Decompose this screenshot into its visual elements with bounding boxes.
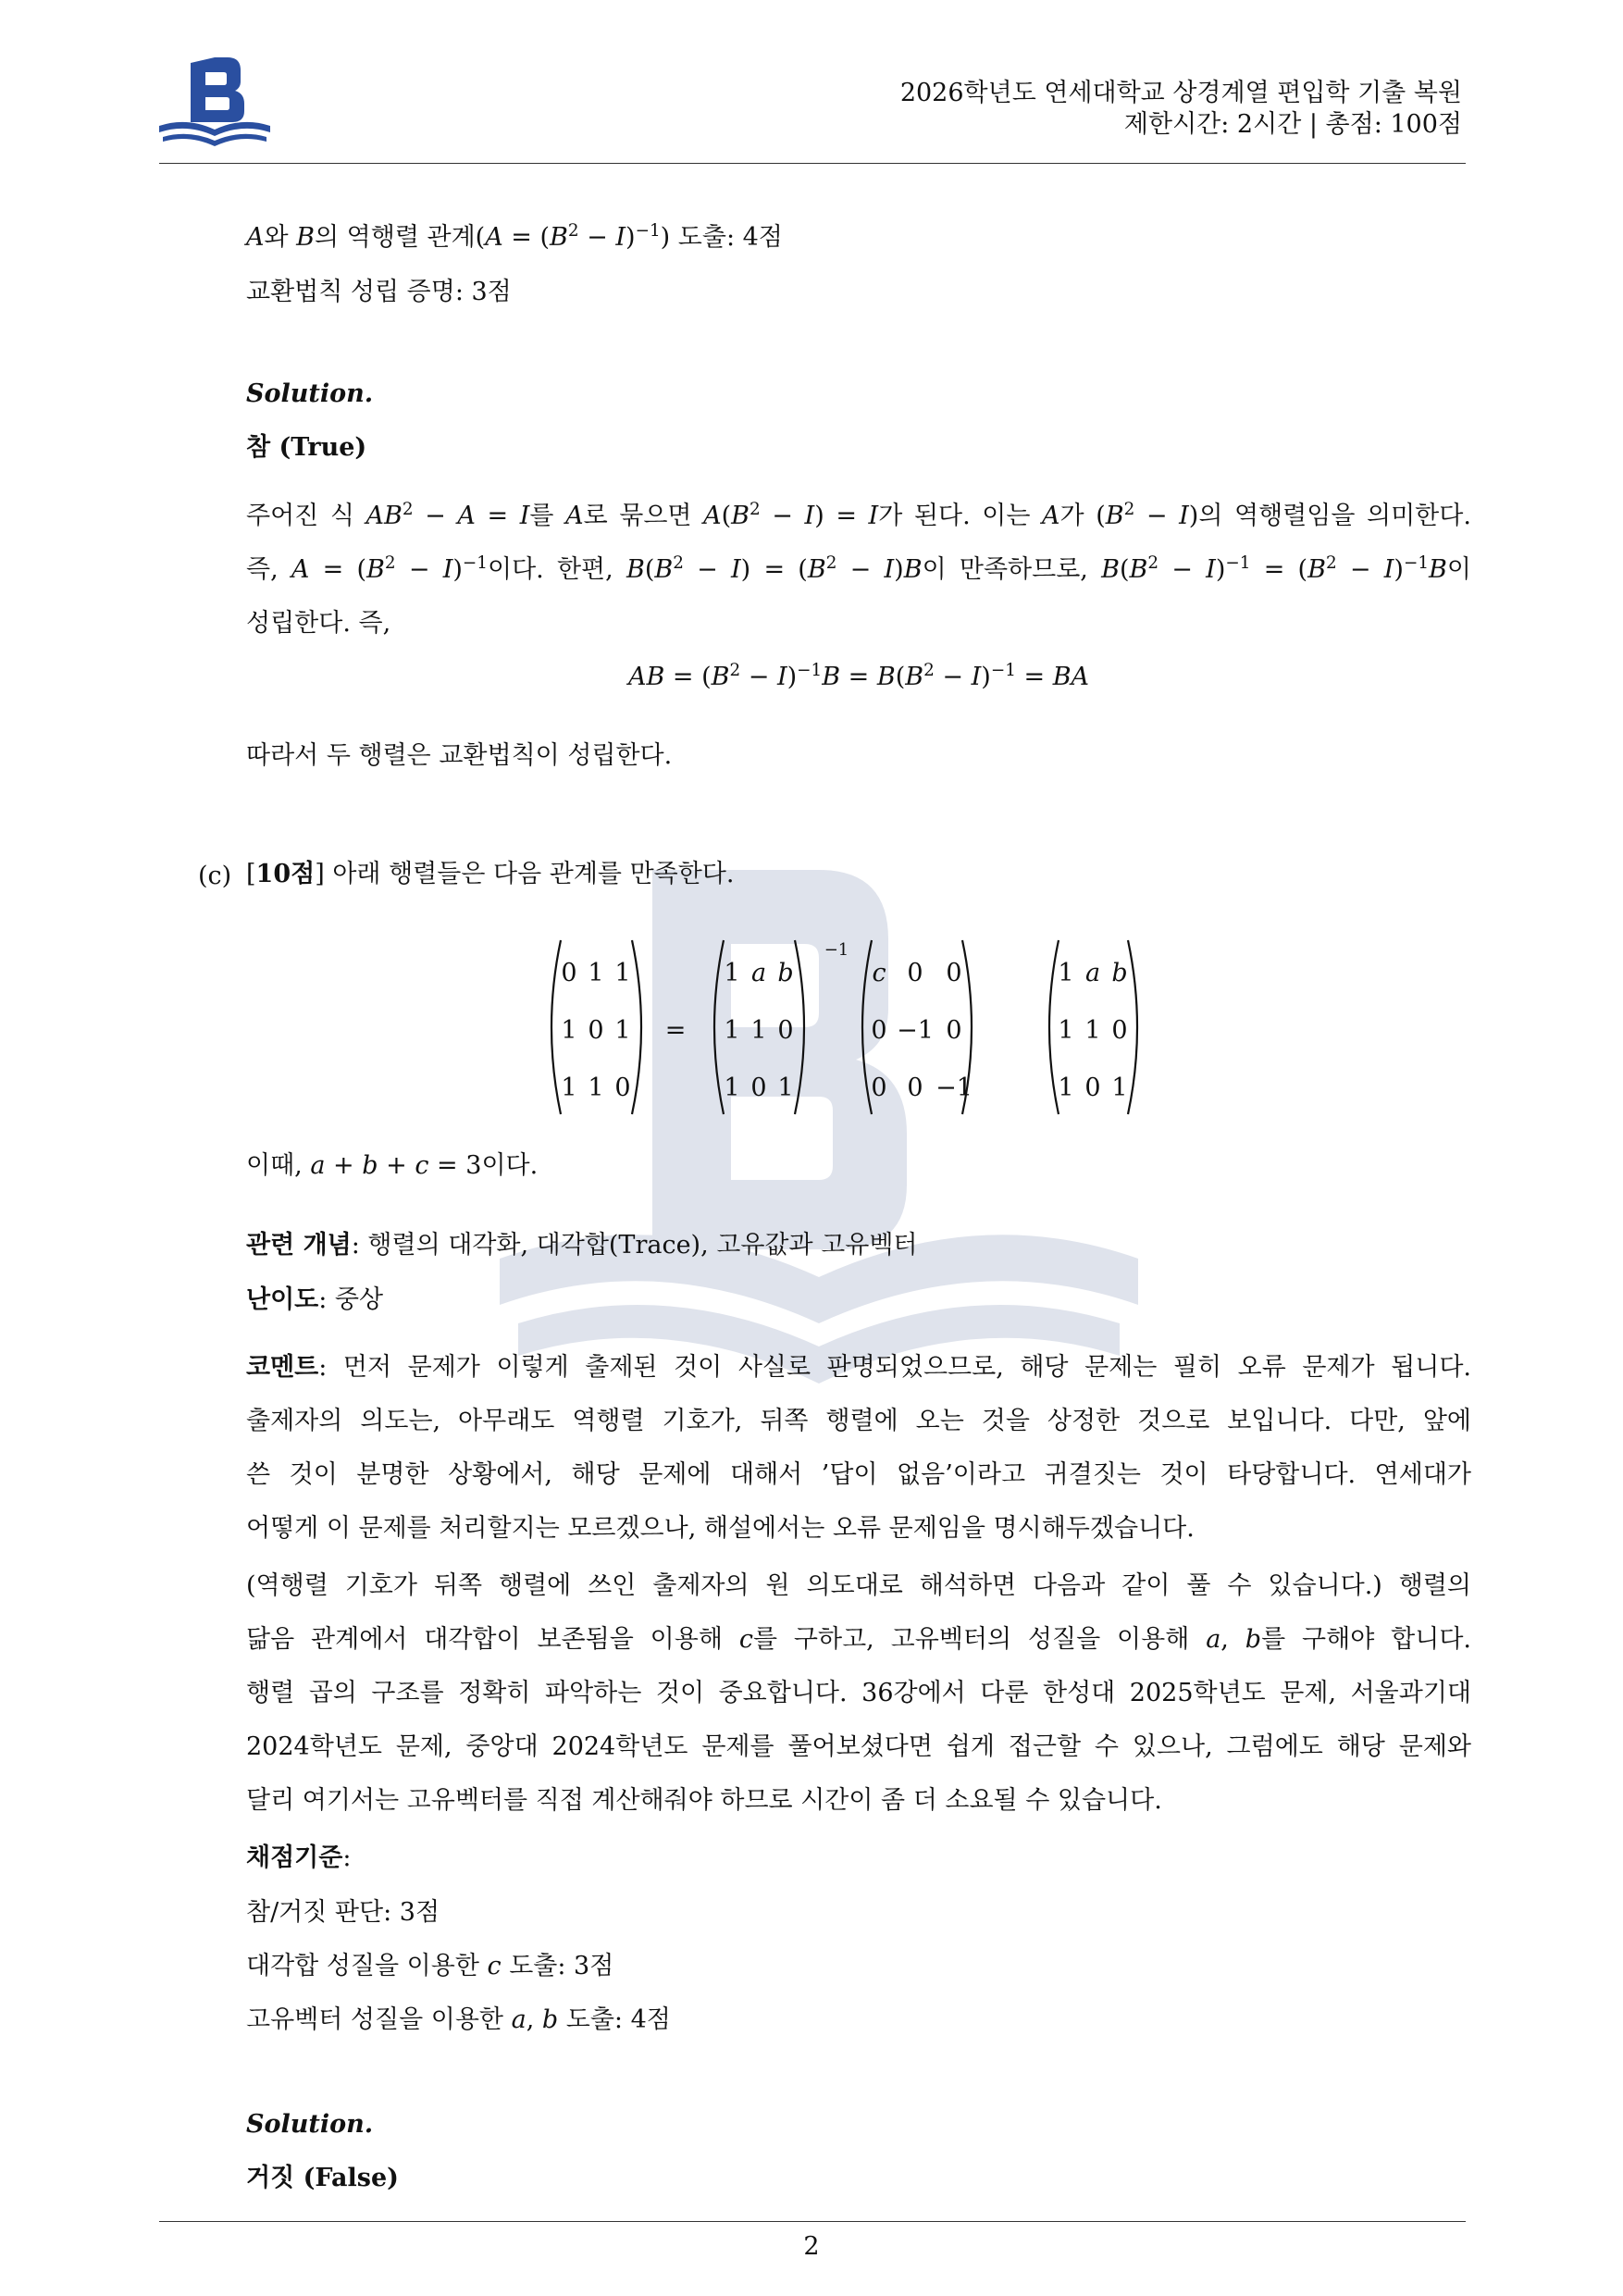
matrix-entry: −1 <box>897 1016 934 1045</box>
criteria-item: 참/거짓 판단: 3점 <box>246 1898 440 1927</box>
solution-verdict: 거짓 (False) <box>246 2164 399 2192</box>
matrix-entry: 1 <box>561 1074 577 1102</box>
matrix-entry: 1 <box>724 1074 740 1102</box>
equals-sign: = <box>664 1016 687 1045</box>
solution-paragraph-line: 즉, $A = (B^2 - I)^{-1}$이다. 한편, $B(B^2 - I) = (B^2 - I)B$이 만족하므로, $B(B^2 - I)^{-1} = (B^2 - I)^{-1}B$이 <box>246 552 1471 584</box>
footer-divider <box>159 2221 1466 2222</box>
matrix-1 <box>551 940 641 1114</box>
inverse-exponent: −1 <box>824 940 849 960</box>
matrix-entry: 1 <box>1084 1016 1101 1045</box>
matrix-right-bracket <box>795 940 804 1114</box>
comment-line: (역행렬 기호가 뒤쪽 행렬에 쓰인 출제자의 원 의도대로 해석하면 다음과 같이 풀 수 있습니다.) 행렬의 <box>246 1571 1471 1600</box>
matrix-entry: 0 <box>588 1016 604 1045</box>
matrix-entry: 0 <box>871 1016 887 1045</box>
matrix-entry: 0 <box>946 1016 962 1045</box>
matrix-entry: 0 <box>1111 1016 1128 1045</box>
grading-criteria-label: 채점기준: <box>246 1843 352 1872</box>
solution-paragraph-line: 주어진 식 $AB^2 - A = I$를 A로 묶으면 $A(B^2 - I) = I$가 된다. 이는 A가 $(B^2 - I)$의 역행렬임을 의미한다. <box>246 499 1471 530</box>
matrix-entry: 0 <box>907 959 923 987</box>
matrix-entry: a <box>750 959 767 987</box>
matrix-left-bracket <box>551 940 561 1114</box>
matrix-entry: 1 <box>614 1016 631 1045</box>
comment-line: 코멘트: 먼저 문제가 이렇게 출제된 것이 사실로 판명되었으므로, 해당 문제는 필히 오류 문제가 됩니다. <box>246 1353 1471 1382</box>
criteria-item: 고유벡터 성질을 이용한 a, b 도출: 4점 <box>246 2005 671 2034</box>
matrix-entry: 0 <box>561 959 577 987</box>
part-label: (c) <box>198 862 232 890</box>
criteria-item: 대각합 성질을 이용한 c 도출: 3점 <box>246 1952 614 1980</box>
comment-line: 출제자의 의도는, 아무래도 역행렬 기호가, 뒤쪽 행렬에 오는 것을 상정한 것으로 보입니다. 다만, 앞에 <box>246 1407 1471 1435</box>
matrix-2 <box>714 940 804 1114</box>
solution-paragraph-line: 성립한다. 즉, <box>246 609 391 638</box>
comment-line: 2024학년도 문제, 중앙대 2024학년도 문제를 풀어보셨다면 쉽게 접근할 수 있으나, 그럼에도 해당 문제와 <box>246 1732 1471 1761</box>
related-concepts: 관련 개념: 행렬의 대각화, 대각합(Trace), 고유값과 고유벡터 <box>246 1231 918 1260</box>
matrix-entry: 0 <box>907 1074 923 1102</box>
matrix-3 <box>862 940 973 1114</box>
comment-line: 어떻게 이 문제를 처리할지는 모르겠으나, 해설에서는 오류 문제임을 명시해두겠습니다. <box>246 1514 1195 1543</box>
matrix-entry: c <box>872 959 886 987</box>
condition-statement: 이때, a + b + c = 3이다. <box>246 1151 539 1180</box>
comment-line: 달리 여기서는 고유벡터를 직접 계산해줘야 하므로 시간이 좀 더 소요될 수 있습니다. <box>246 1786 1162 1815</box>
book-b-logo-icon <box>159 57 270 150</box>
matrix-entry: 1 <box>1058 1016 1074 1045</box>
header-divider <box>159 163 1466 164</box>
matrix-entry: 1 <box>1058 1074 1074 1102</box>
matrix-4 <box>1049 940 1137 1114</box>
matrix-entry: 1 <box>724 1016 740 1045</box>
matrix-entry: 0 <box>1084 1074 1101 1102</box>
matrix-right-bracket <box>1128 940 1137 1114</box>
matrix-entry: 1 <box>724 959 740 987</box>
matrix-entry: 1 <box>777 1074 794 1102</box>
document-title: 2026학년도 연세대학교 상경계열 편입학 기출 복원 <box>899 79 1462 107</box>
solution-verdict: 참 (True) <box>246 433 367 462</box>
comment-line: 쓴 것이 분명한 상황에서, 해당 문제에 대해서 ’답이 없음’이라고 귀결짓는 것이 타당합니다. 연세대가 <box>246 1460 1471 1489</box>
criteria-item: 교환법칙 성립 증명: 3점 <box>246 278 512 306</box>
matrix-entry: 1 <box>561 1016 577 1045</box>
criteria-item: A와 B의 역행렬 관계$(A = (B^2 - I)^{-1})$ 도출: 4점 <box>246 220 783 252</box>
solution-label: Solution. <box>246 2110 374 2139</box>
solution-label: Solution. <box>246 379 374 408</box>
matrix-entry: 1 <box>614 959 631 987</box>
matrix-entry: 1 <box>750 1016 767 1045</box>
matrix-entry: 0 <box>946 959 962 987</box>
solution-conclusion: 따라서 두 행렬은 교환법칙이 성립한다. <box>246 741 673 770</box>
matrix-equation <box>537 935 1166 1120</box>
matrix-entry: 0 <box>871 1074 887 1102</box>
part-statement: [10점] 아래 행렬들은 다음 관계를 만족한다. <box>246 860 735 888</box>
comment-line: 행렬 곱의 구조를 정확히 파악하는 것이 중요합니다. 36강에서 다룬 한성대 2025학년도 문제, 서울과기대 <box>246 1679 1471 1707</box>
matrix-entry: a <box>1084 959 1101 987</box>
page-number: 2 <box>803 2232 820 2261</box>
comment-line: 닮음 관계에서 대각합이 보존됨을 이용해 c를 구하고, 고유벡터의 성질을 이용해 a, b를 구해야 합니다. <box>246 1625 1471 1654</box>
matrix-entry: 1 <box>1058 959 1074 987</box>
matrix-left-bracket <box>714 940 724 1114</box>
matrix-entry: b <box>1111 959 1128 987</box>
matrix-right-bracket <box>632 940 641 1114</box>
matrix-entry: 0 <box>750 1074 767 1102</box>
matrix-entry: 1 <box>588 959 604 987</box>
matrix-entry: −1 <box>935 1074 973 1102</box>
solution-equation: AB = $(B^2 - I)^{-1}B = B(B^2 - I)^{-1}$ = BA <box>627 660 1090 691</box>
matrix-entry: b <box>777 959 794 987</box>
difficulty: 난이도: 중상 <box>246 1285 384 1314</box>
matrix-entry: 0 <box>777 1016 794 1045</box>
matrix-entry: 1 <box>588 1074 604 1102</box>
matrix-entry: 0 <box>614 1074 631 1102</box>
document-subtitle: 제한시간: 2시간 | 총점: 100점 <box>1123 110 1462 139</box>
matrix-entry: 1 <box>1111 1074 1128 1102</box>
